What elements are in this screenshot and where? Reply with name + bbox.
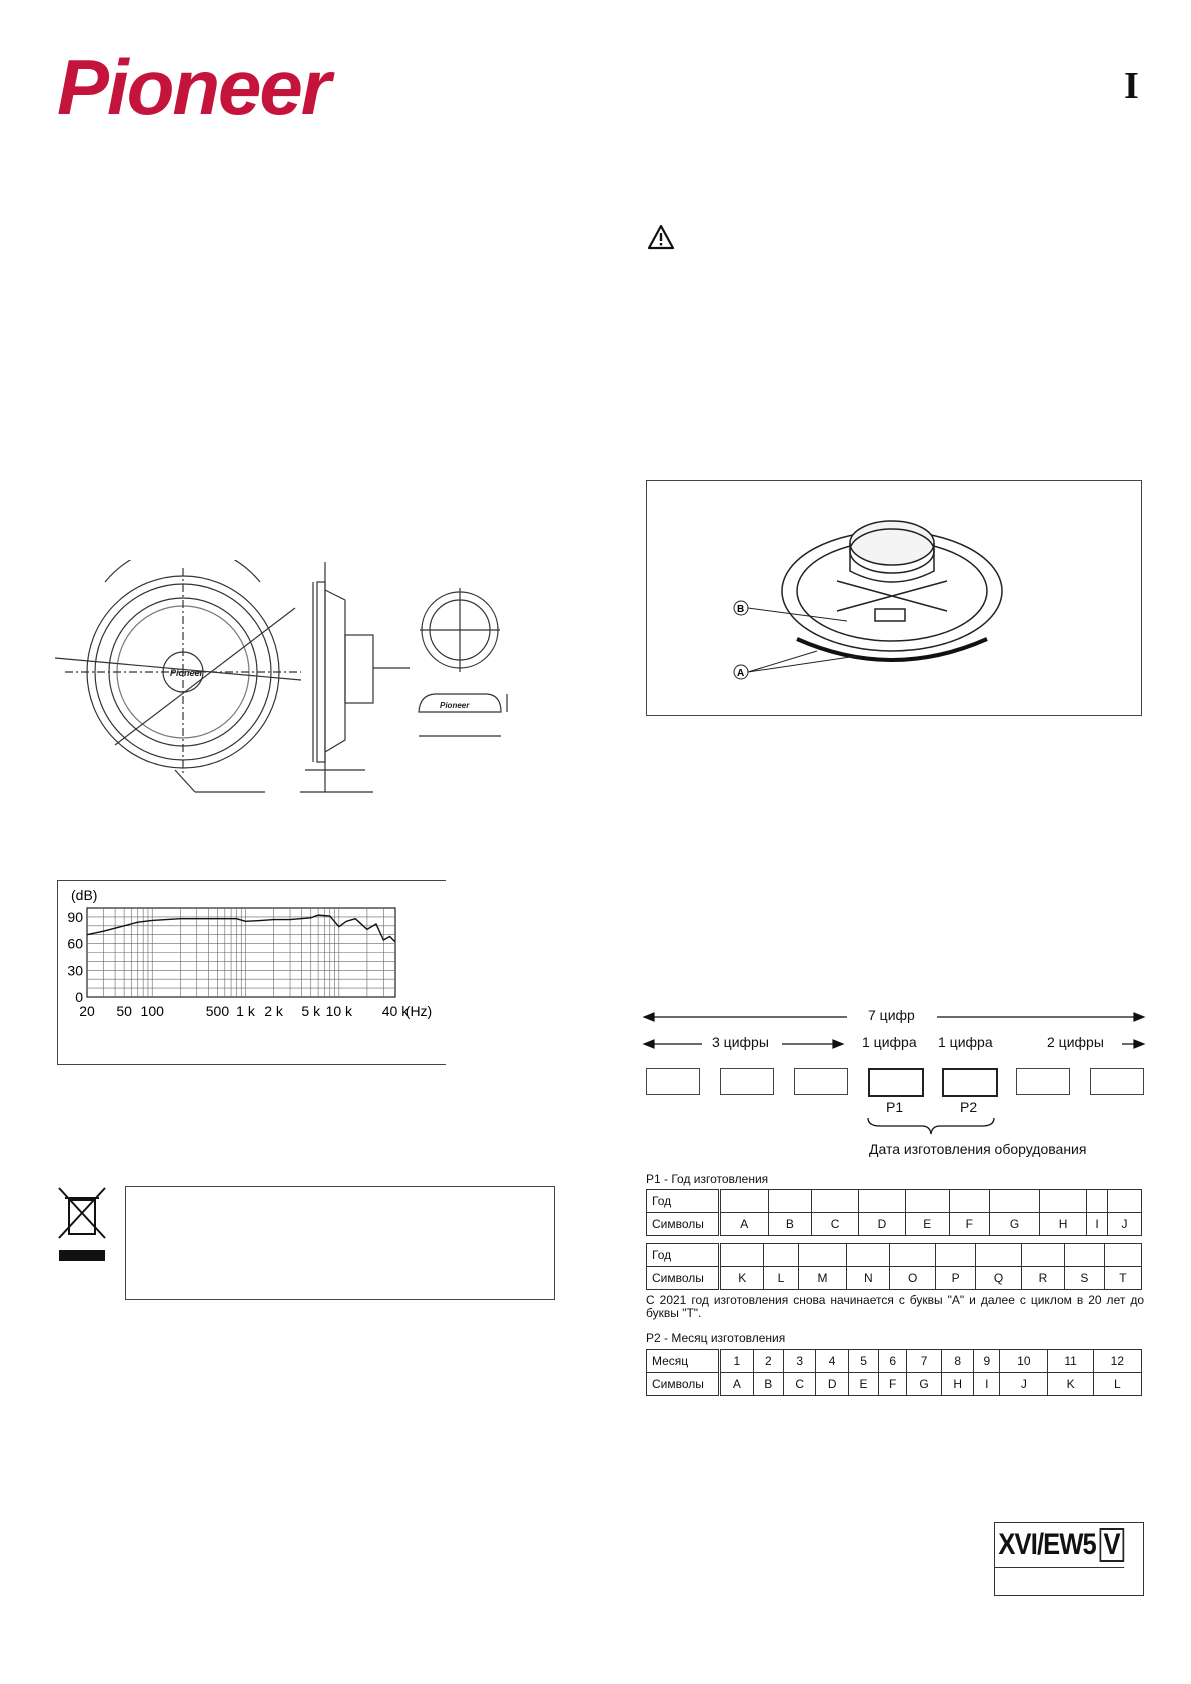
date-label: Дата изготовления оборудования [869, 1141, 1087, 1157]
y-tick-label: 30 [67, 962, 83, 979]
p1-note: С 2021 год изготовления снова начинается с буквы "A" и далее с циклом в 20 лет до буквы "T". [646, 1293, 1144, 1320]
segment4-label: 2 цифры [1047, 1034, 1104, 1050]
code-cell-2 [720, 1068, 774, 1095]
month-cell: 3 [783, 1350, 815, 1373]
table-row: Месяц 1 2 3 4 5 6 7 8 9 10 11 12 [647, 1350, 1142, 1373]
x-tick-label: 20 [79, 1003, 95, 1019]
month-cell: 10 [1000, 1350, 1048, 1373]
year-cell [812, 1190, 859, 1213]
x-tick-label: 2 k [264, 1003, 283, 1019]
language-mark: I [1124, 65, 1139, 107]
month-cell: 8 [941, 1350, 973, 1373]
symbol-cell: P [936, 1267, 976, 1290]
p1-table-a [646, 1189, 1142, 1236]
symbol-cell: F [879, 1373, 907, 1396]
code-cell-1 [646, 1068, 700, 1095]
symbol-cell: C [783, 1373, 815, 1396]
table-row: Год [647, 1190, 1142, 1213]
x-axis-label: (Hz) [405, 1003, 433, 1019]
year-cell [949, 1190, 989, 1213]
month-cell: 4 [816, 1350, 848, 1373]
year-cell [890, 1244, 936, 1267]
year-cell [798, 1244, 847, 1267]
svg-text:Pioneer: Pioneer [57, 48, 330, 128]
month-cell: 2 [753, 1350, 783, 1373]
symbol-cell: B [768, 1213, 812, 1236]
date-brace [866, 1116, 996, 1138]
symbol-cell: N [847, 1267, 890, 1290]
x-tick-label: 1 k [236, 1003, 255, 1019]
symbol-cell: B [753, 1373, 783, 1396]
symbol-cell: R [1022, 1267, 1065, 1290]
svg-text:Pioneer: Pioneer [440, 701, 470, 710]
x-tick-label: 100 [140, 1003, 164, 1019]
symbol-cell: T [1104, 1267, 1141, 1290]
symbol-cell: S [1064, 1267, 1104, 1290]
month-cell: 7 [907, 1350, 942, 1373]
frequency-response-chart [57, 880, 445, 1063]
symbol-cell: E [905, 1213, 949, 1236]
table-row: Год [647, 1244, 1142, 1267]
month-cell: 11 [1048, 1350, 1093, 1373]
year-cell [976, 1244, 1022, 1267]
symbol-cell: C [812, 1213, 859, 1236]
symbol-cell: I [974, 1373, 1000, 1396]
year-cell [936, 1244, 976, 1267]
year-cell [990, 1190, 1040, 1213]
warning-icon [647, 224, 675, 250]
symbol-cell: K [720, 1267, 764, 1290]
region-code-box [994, 1522, 1144, 1596]
symbol-cell: L [764, 1267, 798, 1290]
table-row: Символы A B C D E F G H I J K L [647, 1373, 1142, 1396]
year-cell [847, 1244, 890, 1267]
y-tick-label: 90 [67, 908, 83, 925]
p2-table [646, 1349, 1142, 1396]
symbol-cell: M [798, 1267, 847, 1290]
year-cell [720, 1244, 764, 1267]
symbol-cell: G [907, 1373, 942, 1396]
speaker-rear-view [647, 481, 1141, 715]
p1-label: P1 [886, 1099, 904, 1115]
table-row: Символы A B C D E F G H I J [647, 1213, 1142, 1236]
code-cell-p1 [868, 1068, 924, 1097]
year-cell [859, 1190, 906, 1213]
code-cell-p2 [942, 1068, 998, 1097]
month-cell: 1 [720, 1350, 754, 1373]
code-cell-3 [794, 1068, 848, 1095]
p2-caption: P2 - Месяц изготовления [646, 1331, 786, 1345]
symbol-cell: A [720, 1373, 754, 1396]
year-cell [1022, 1244, 1065, 1267]
speaker-dimension-drawing [55, 560, 575, 800]
year-cell [905, 1190, 949, 1213]
year-cell [1064, 1244, 1104, 1267]
code-cell-7 [1090, 1068, 1144, 1095]
y-tick-label: 0 [75, 989, 83, 1005]
y-axis-label: (dB) [71, 887, 98, 903]
x-tick-label: 10 k [325, 1003, 353, 1019]
symbol-cell: Q [976, 1267, 1022, 1290]
symbol-cell: J [1108, 1213, 1142, 1236]
year-cell [1108, 1190, 1142, 1213]
year-cell [764, 1244, 798, 1267]
region-code: XVI/EW5 V [995, 1523, 1124, 1568]
symbol-cell: A [720, 1213, 769, 1236]
total-digits-label: 7 цифр [868, 1007, 915, 1023]
year-cell [768, 1190, 812, 1213]
symbol-cell: I [1086, 1213, 1107, 1236]
symbol-cell: J [1000, 1373, 1048, 1396]
crossed-bin-icon [57, 1186, 107, 1262]
symbol-cell: D [859, 1213, 906, 1236]
label-b: B [737, 604, 745, 615]
year-cell [1040, 1190, 1087, 1213]
label-a: A [737, 668, 745, 679]
year-cell [1086, 1190, 1107, 1213]
symbol-cell: K [1048, 1373, 1093, 1396]
month-cell: 12 [1093, 1350, 1141, 1373]
code-cell-6 [1016, 1068, 1070, 1095]
p2-label: P2 [960, 1099, 978, 1115]
table-row: Символы K L M N O P Q R S T [647, 1267, 1142, 1290]
year-cell [1104, 1244, 1141, 1267]
mounting-figure-box [646, 480, 1142, 716]
symbol-cell: H [941, 1373, 973, 1396]
month-cell: 9 [974, 1350, 1000, 1373]
symbol-cell: D [816, 1373, 848, 1396]
symbol-cell: O [890, 1267, 936, 1290]
month-cell: 5 [848, 1350, 878, 1373]
x-tick-label: 500 [205, 1003, 230, 1019]
y-tick-label: 60 [67, 935, 83, 952]
segment1-label: 3 цифры [712, 1034, 769, 1050]
x-tick-label: 40 k [381, 1003, 409, 1019]
svg-text:Pioneer: Pioneer [170, 668, 204, 678]
pioneer-logo [57, 48, 487, 128]
segment3-label: 1 цифра [938, 1034, 993, 1050]
segment2-label: 1 цифра [862, 1034, 917, 1050]
symbol-cell: H [1040, 1213, 1087, 1236]
month-cell: 6 [879, 1350, 907, 1373]
p1-table-b [646, 1243, 1142, 1290]
symbol-cell: L [1093, 1373, 1141, 1396]
x-tick-label: 5 k [301, 1003, 321, 1019]
symbol-cell: F [949, 1213, 989, 1236]
symbol-cell: E [848, 1373, 878, 1396]
symbol-cell: G [990, 1213, 1040, 1236]
p1-caption: P1 - Год изготовления [646, 1172, 769, 1186]
x-tick-label: 50 [116, 1003, 132, 1019]
year-cell [720, 1190, 769, 1213]
recycling-notice-box [125, 1186, 555, 1300]
